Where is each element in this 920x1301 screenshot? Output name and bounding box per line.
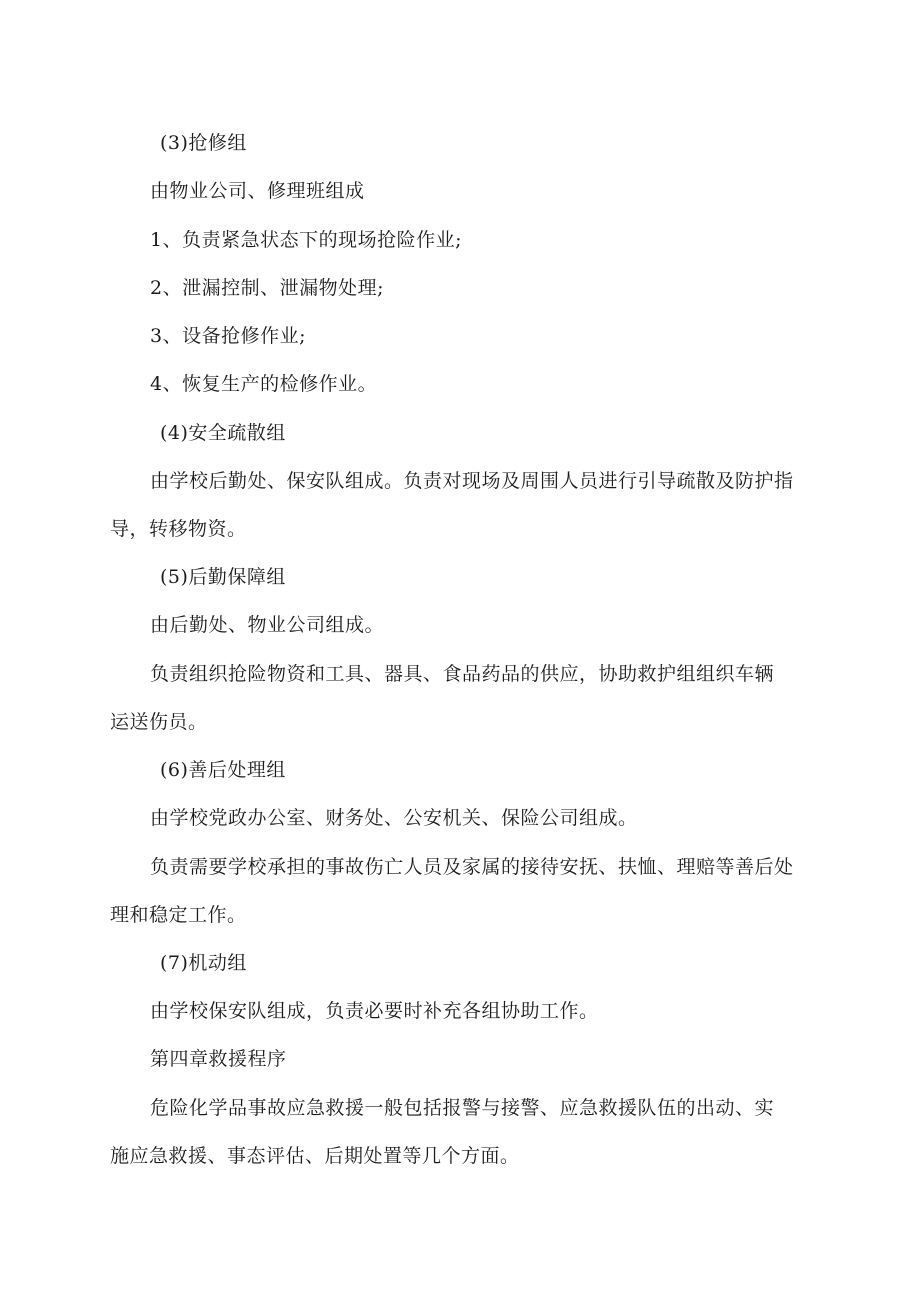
paragraph-line: 由学校党政办公室、财务处、公安机关、保险公司组成。: [150, 807, 638, 829]
paragraph-line: 由学校保安队组成，负责必要时补充各组协助工作。: [150, 1000, 599, 1022]
heading-mobile-group: (7)机动组: [160, 952, 247, 974]
list-item: 3、设备抢修作业;: [150, 325, 306, 347]
paragraph-line: 导，转移物资。: [110, 518, 247, 540]
heading-repair-group: (3)抢修组: [160, 132, 247, 154]
heading-logistics-group: (5)后勤保障组: [160, 566, 286, 588]
paragraph-line: 由后勤处、物业公司组成。: [150, 614, 385, 636]
paragraph-line: 负责需要学校承担的事故伤亡人员及家属的接待安抚、扶恤、理赔等善后处: [150, 856, 794, 878]
paragraph-line: 施应急救援、事态评估、后期处置等几个方面。: [110, 1145, 520, 1167]
heading-evacuation-group: (4)安全疏散组: [160, 422, 286, 444]
chapter-heading: 第四章救援程序: [150, 1048, 287, 1070]
paragraph-line: 理和稳定工作。: [110, 904, 247, 926]
list-item: 1、负责紧急状态下的现场抢险作业;: [150, 229, 462, 251]
paragraph-line: 负责组织抢险物资和工具、器具、食品药品的供应，协助救护组组织车辆: [150, 663, 775, 685]
paragraph-line: 由学校后勤处、保安队组成。负责对现场及周围人员进行引导疏散及防护指: [150, 470, 794, 492]
list-item: 4、恢复生产的检修作业。: [150, 373, 378, 395]
paragraph-line: 危险化学品事故应急救援一般包括报警与接警、应急救援队伍的出动、实: [150, 1097, 775, 1119]
paragraph-line: 由物业公司、修理班组成: [150, 180, 365, 202]
paragraph-line: 运送伤员。: [110, 711, 208, 733]
list-item: 2、泄漏控制、泄漏物处理;: [150, 277, 384, 299]
heading-aftermath-group: (6)善后处理组: [160, 759, 286, 781]
